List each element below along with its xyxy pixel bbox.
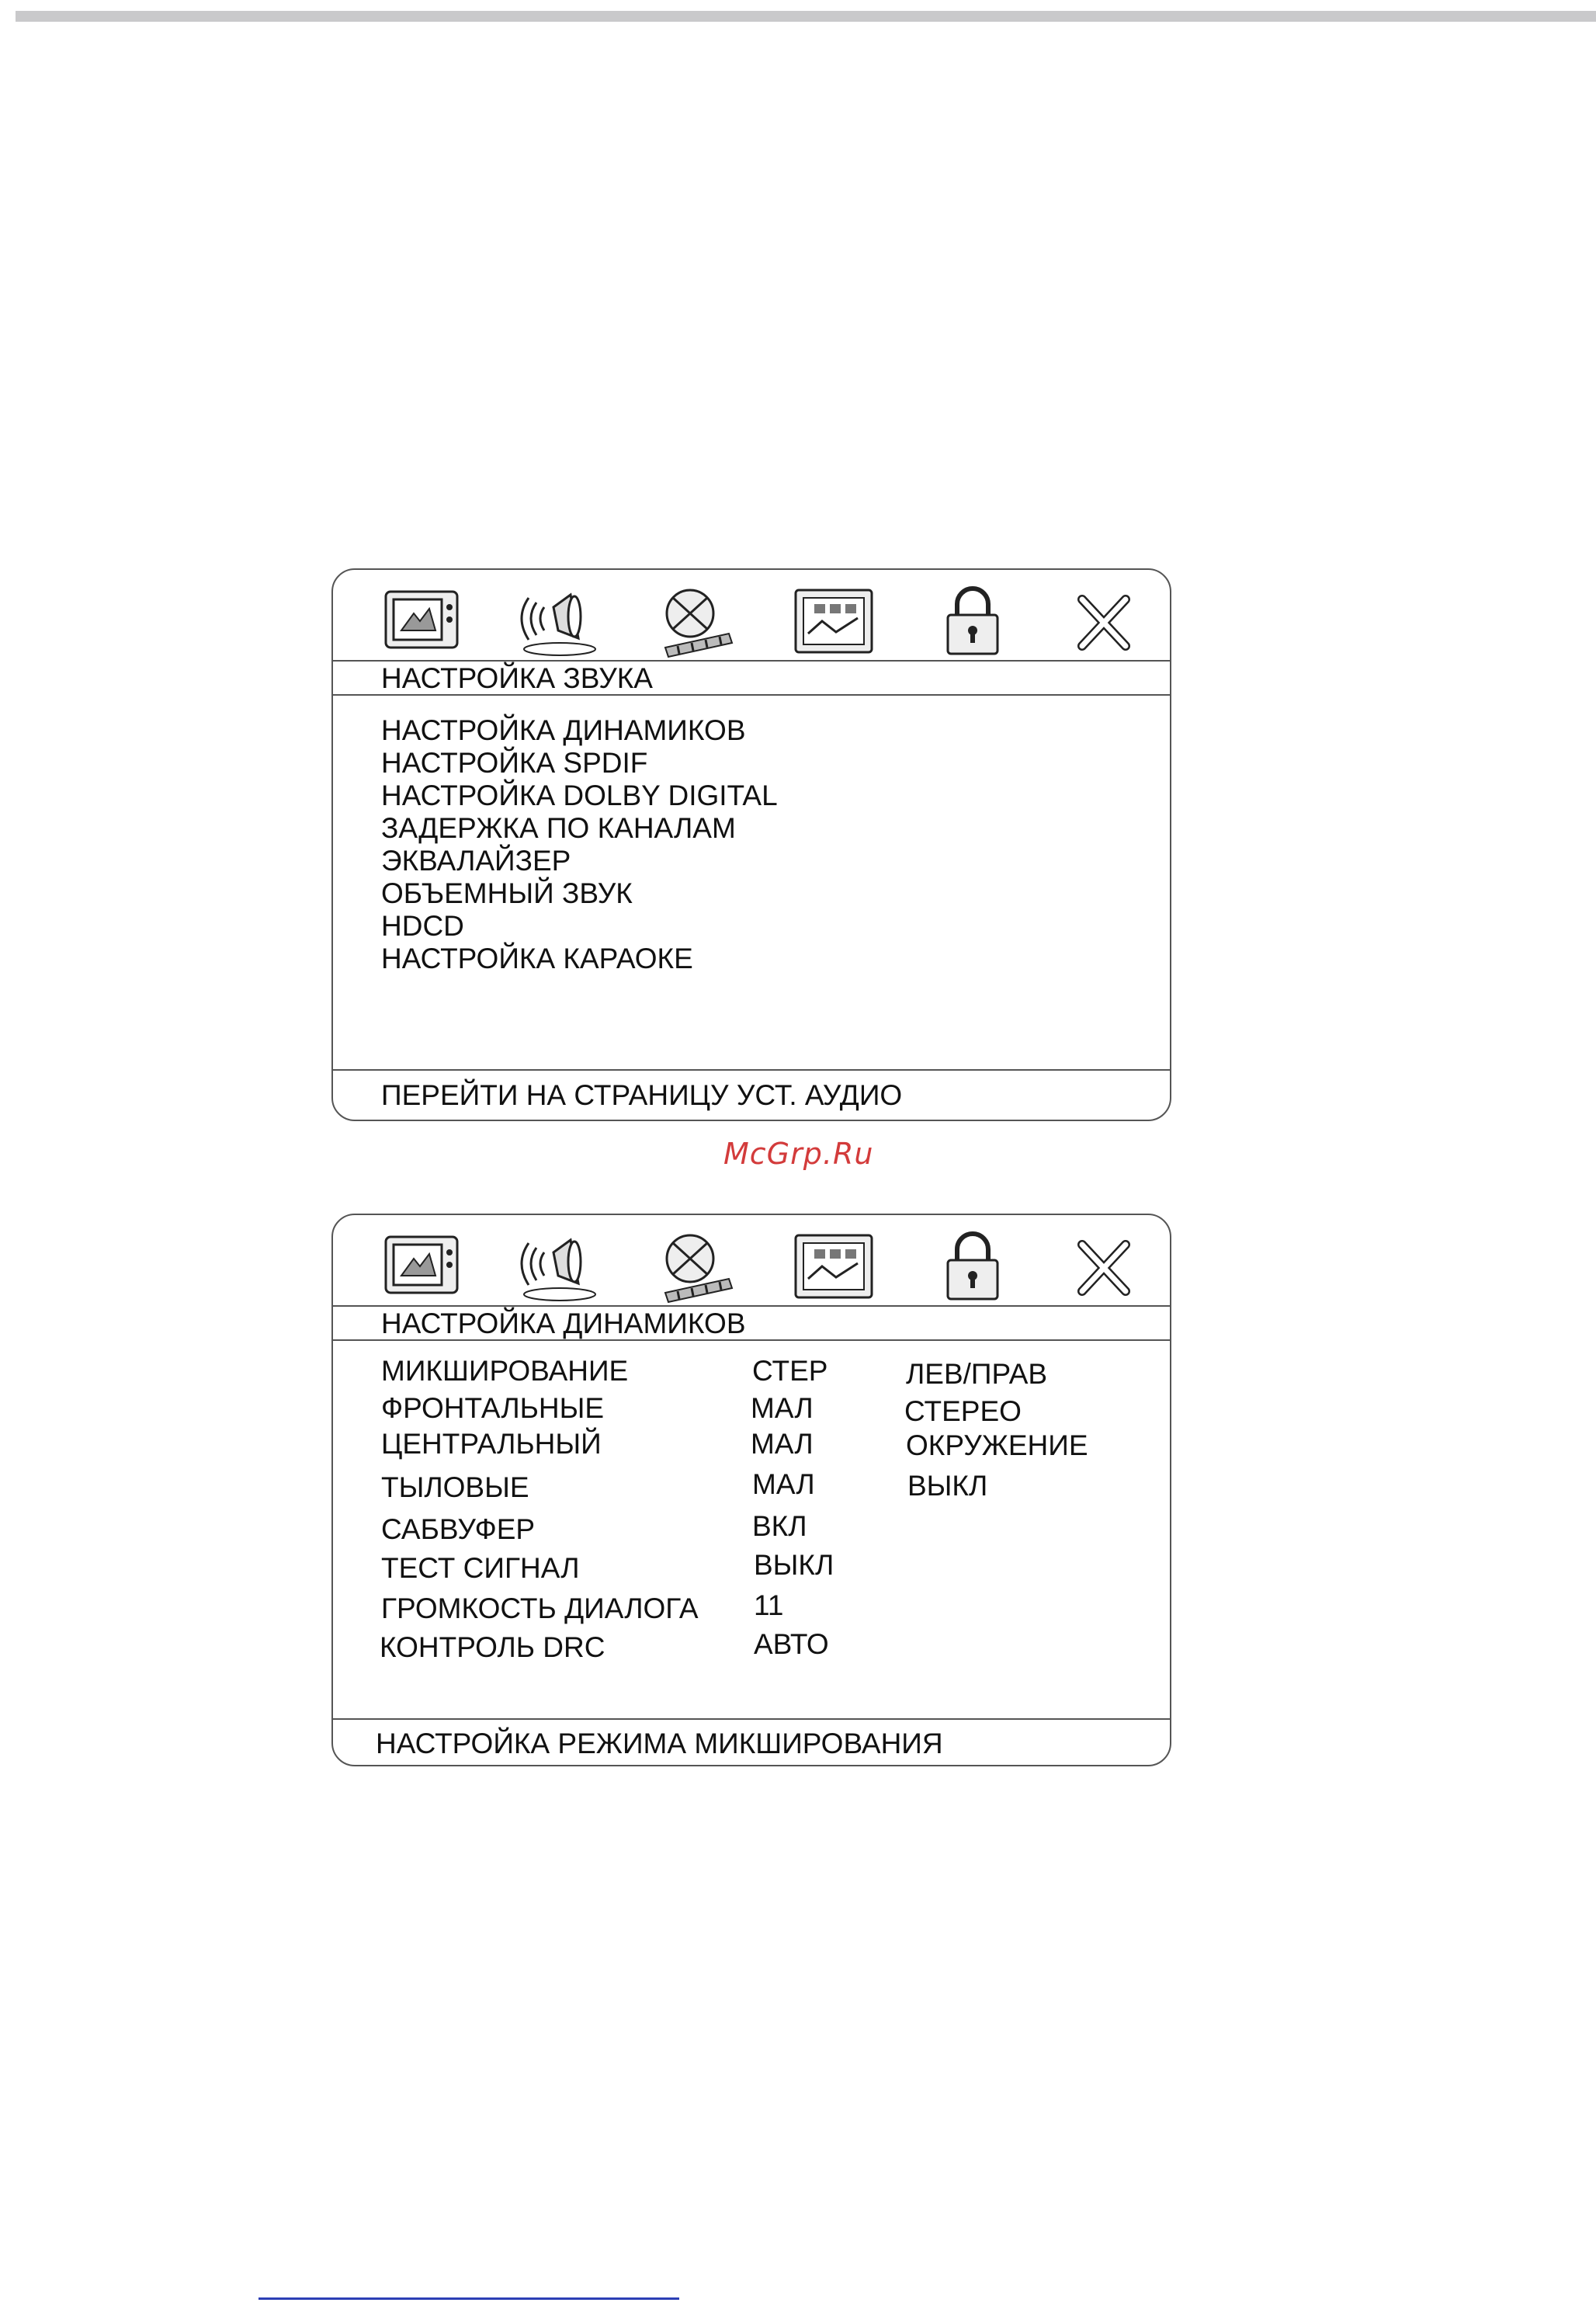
option-surround[interactable]: ОКРУЖЕНИЕ: [906, 1429, 1088, 1461]
divider: [333, 660, 1170, 662]
option-stereo[interactable]: СТЕРЕО: [904, 1395, 1022, 1427]
menu-item-karaoke[interactable]: НАСТРОЙКА КАРАОКЕ: [381, 943, 693, 974]
setting-value-rear[interactable]: МАЛ: [752, 1468, 815, 1500]
menu-item-dolby-digital[interactable]: НАСТРОЙКА DOLBY DIGITAL: [381, 780, 778, 811]
menu-item-spdif[interactable]: НАСТРОЙКА SPDIF: [381, 747, 648, 779]
divider: [333, 694, 1170, 696]
setting-value-center[interactable]: МАЛ: [751, 1428, 814, 1460]
menu-item-equalizer[interactable]: ЭКВАЛАЙЗЕР: [381, 845, 571, 877]
padlock-icon[interactable]: [931, 1229, 1016, 1304]
setting-value-front[interactable]: МАЛ: [751, 1392, 814, 1424]
menu-item-speaker-setup[interactable]: НАСТРОЙКА ДИНАМИКОВ: [381, 714, 746, 746]
setting-label-downmix[interactable]: МИКШИРОВАНИЕ: [381, 1355, 629, 1387]
speaker-setup-panel: [331, 1214, 1171, 1766]
tv-picture-icon[interactable]: [380, 584, 465, 658]
setting-label-subwoofer[interactable]: САБВУФЕР: [381, 1513, 536, 1545]
speaker-audio-icon[interactable]: [513, 584, 598, 658]
setting-value-test-tone[interactable]: ВЫКЛ: [754, 1549, 834, 1581]
divider: [333, 1718, 1170, 1720]
panel-grid-icon[interactable]: [791, 1229, 876, 1304]
bottom-link-rule: [258, 2297, 679, 2300]
menu-icon-bar: [333, 1215, 1170, 1311]
menu-item-hdcd[interactable]: HDCD: [381, 910, 464, 942]
top-rule: [16, 11, 1596, 22]
setting-label-test-tone[interactable]: ТЕСТ СИГНАЛ: [381, 1552, 580, 1584]
film-reel-icon[interactable]: [651, 584, 737, 658]
close-x-icon[interactable]: [1059, 1229, 1144, 1304]
menu-item-surround[interactable]: ОБЪЕМНЫЙ ЗВУК: [381, 877, 633, 909]
speaker-audio-icon[interactable]: [513, 1229, 598, 1304]
setting-value-dialog-volume[interactable]: 11: [754, 1589, 784, 1621]
audio-setup-panel: [331, 568, 1171, 1121]
film-reel-icon[interactable]: [651, 1229, 737, 1304]
watermark: McGrp.Ru: [723, 1137, 874, 1171]
divider: [333, 1339, 1170, 1341]
setting-label-front[interactable]: ФРОНТАЛЬНЫЕ: [381, 1392, 605, 1424]
padlock-icon[interactable]: [931, 584, 1016, 658]
setting-label-drc[interactable]: КОНТРОЛЬ DRC: [380, 1631, 605, 1663]
footer-hint: НАСТРОЙКА РЕЖИМА МИКШИРОВАНИЯ: [376, 1728, 943, 1759]
setting-label-center[interactable]: ЦЕНТРАЛЬНЫЙ: [381, 1428, 602, 1460]
close-x-icon[interactable]: [1059, 584, 1144, 658]
panel-title: НАСТРОЙКА ЗВУКА: [381, 662, 653, 694]
tv-picture-icon[interactable]: [380, 1229, 465, 1304]
option-lr[interactable]: ЛЕВ/ПРАВ: [906, 1358, 1048, 1390]
panel-title: НАСТРОЙКА ДИНАМИКОВ: [381, 1308, 746, 1339]
setting-value-downmix[interactable]: СТЕР: [752, 1355, 828, 1387]
menu-icon-bar: [333, 570, 1170, 666]
setting-label-dialog-volume[interactable]: ГРОМКОСТЬ ДИАЛОГА: [381, 1592, 699, 1624]
panel-grid-icon[interactable]: [791, 584, 876, 658]
menu-item-channel-delay[interactable]: ЗАДЕРЖКА ПО КАНАЛАМ: [381, 812, 736, 844]
divider: [333, 1305, 1170, 1307]
setting-value-drc[interactable]: АВТО: [754, 1628, 829, 1660]
option-off[interactable]: ВЫКЛ: [907, 1470, 988, 1502]
divider: [333, 1069, 1170, 1071]
footer-hint: ПЕРЕЙТИ НА СТРАНИЦУ УСТ. АУДИО: [381, 1079, 903, 1111]
setting-label-rear[interactable]: ТЫЛОВЫЕ: [381, 1471, 529, 1503]
setting-value-subwoofer[interactable]: ВКЛ: [752, 1510, 807, 1542]
